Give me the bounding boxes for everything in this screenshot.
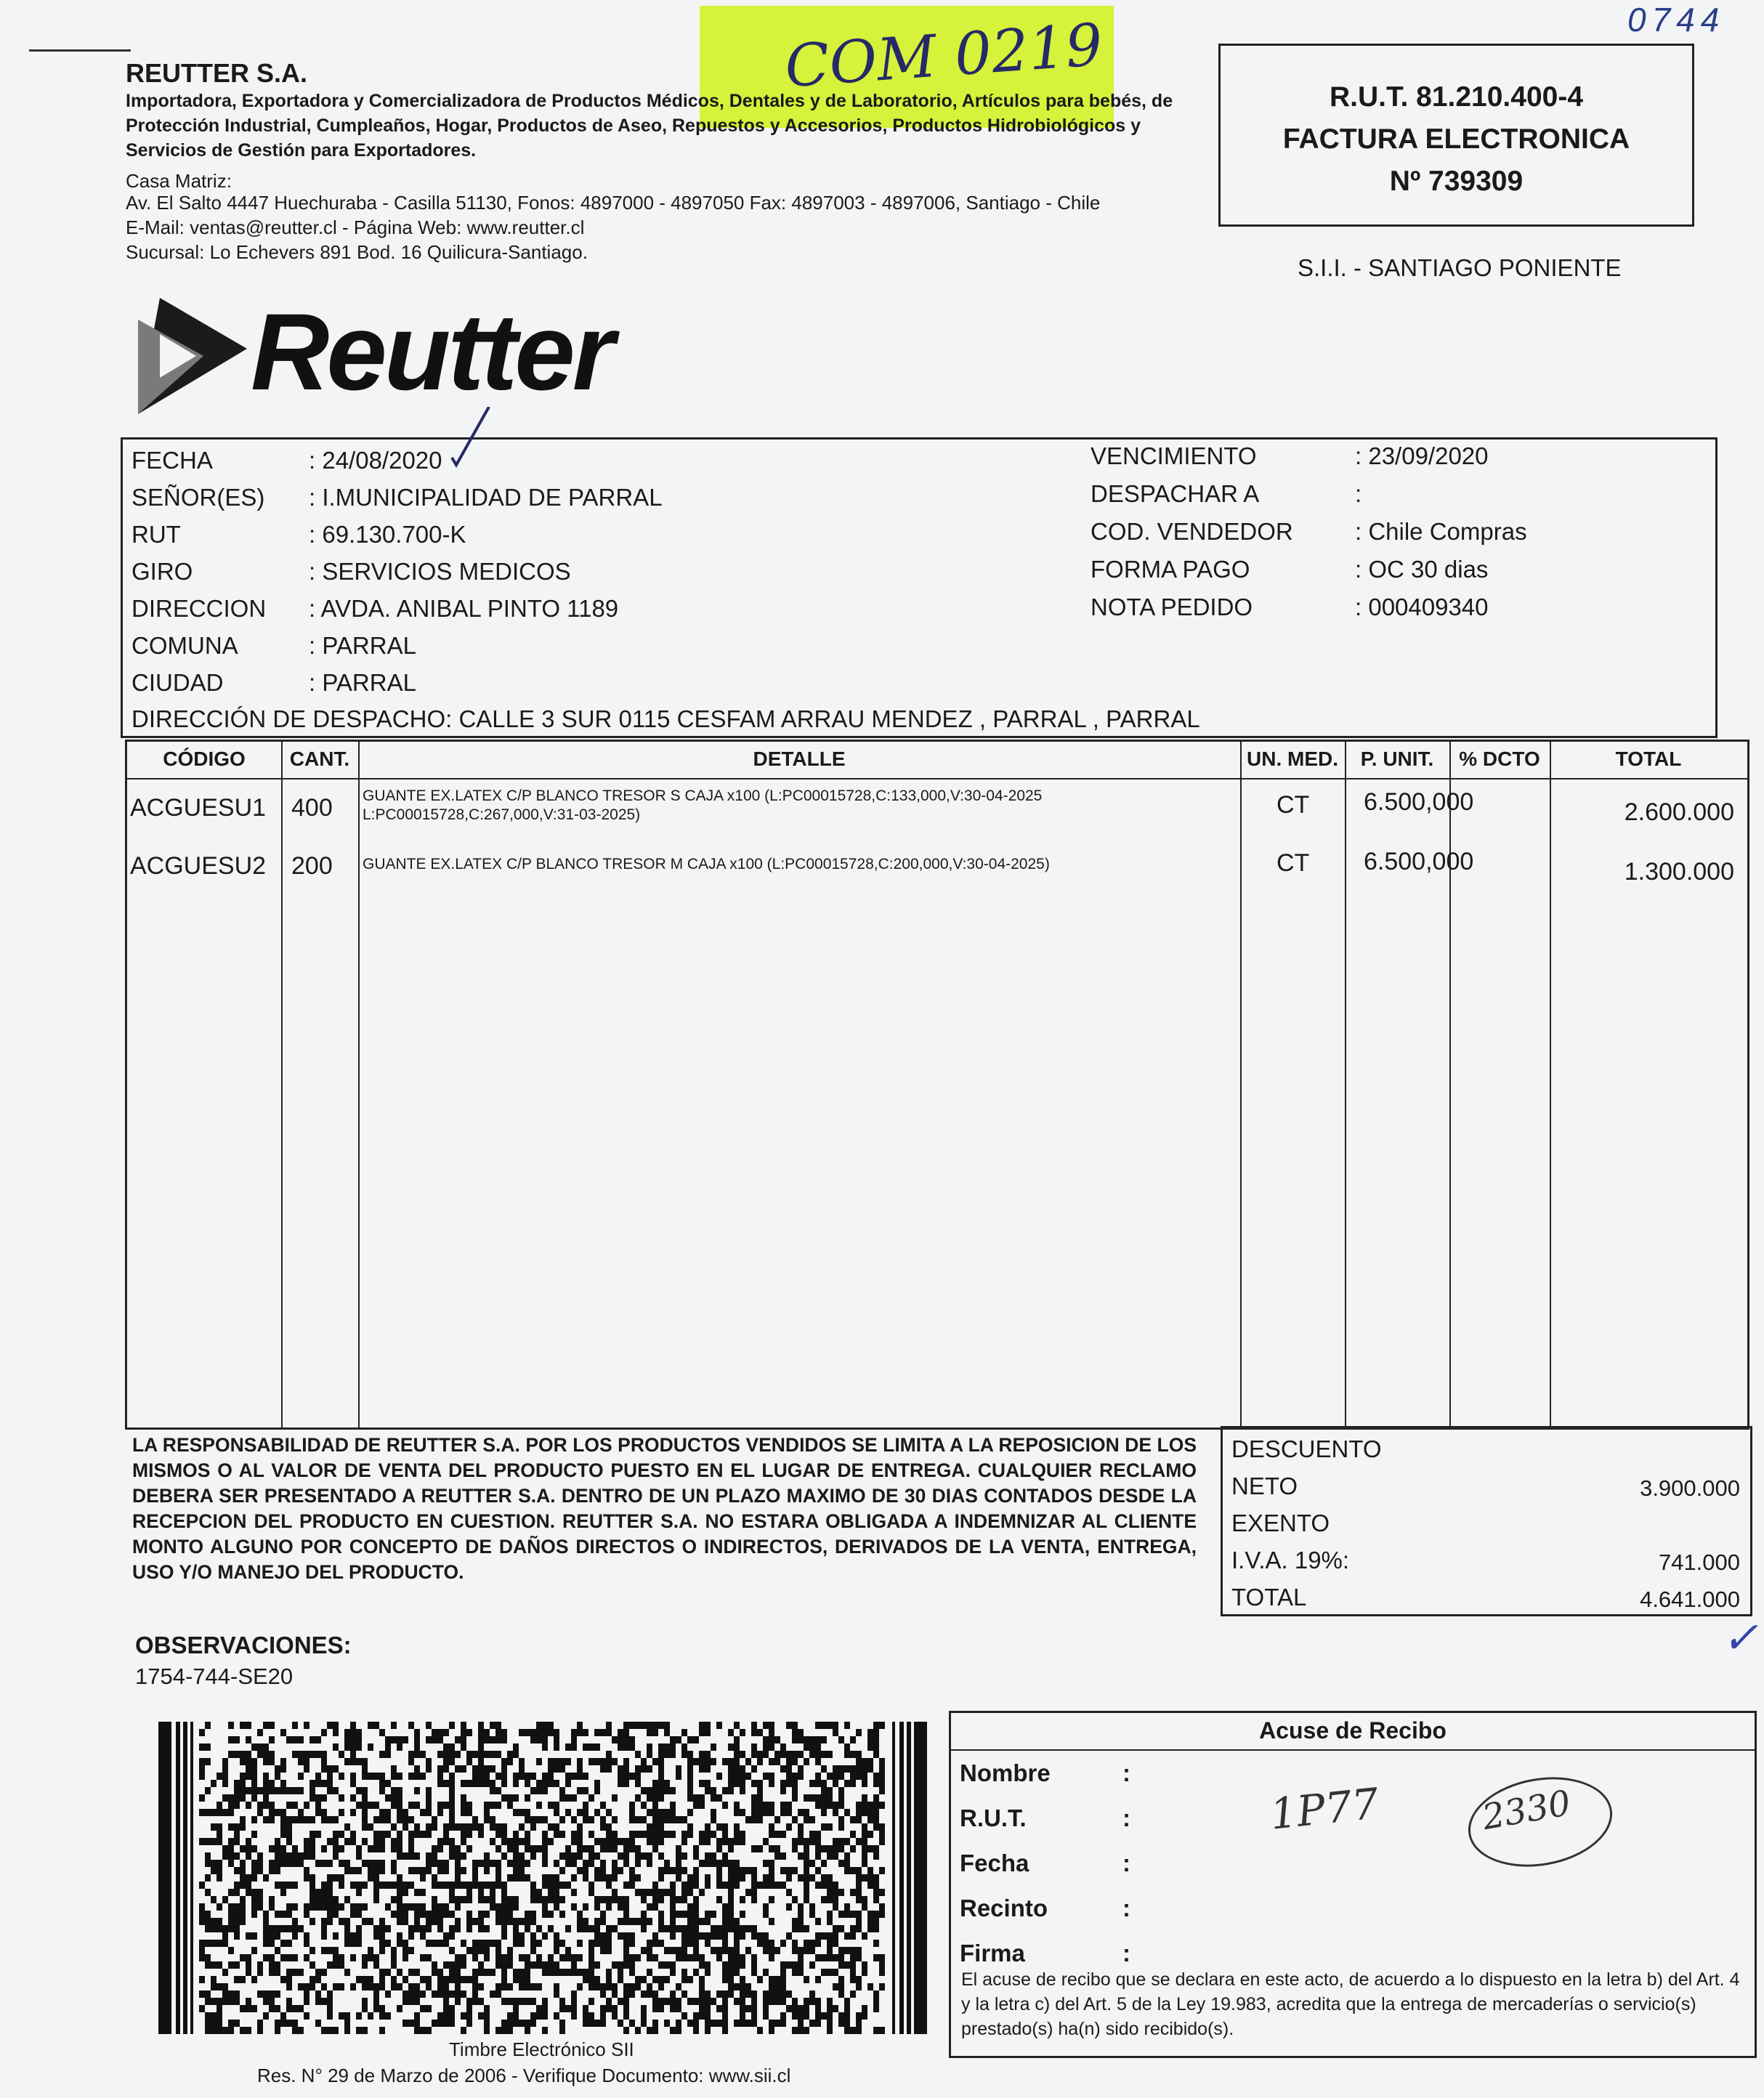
totals-value: 3.900.000 (1640, 1475, 1740, 1501)
client-label: GIRO (132, 558, 193, 585)
acuse-title: Acuse de Recibo (1259, 1717, 1447, 1743)
totals-box (1221, 1426, 1752, 1616)
casa-matriz-label: Casa Matriz: (126, 170, 232, 192)
acuse-de-recibo-box (949, 1711, 1757, 2058)
pen-stroke-icon (449, 407, 493, 472)
items-table (125, 740, 1749, 1430)
row1-total: 2.600.000 (1624, 798, 1734, 826)
row1-un-med: CT (1277, 791, 1310, 819)
row1-cant: 400 (291, 794, 333, 822)
header-detalle: DETALLE (753, 748, 846, 770)
liability-disclaimer: LA RESPONSABILIDAD DE REUTTER S.A. POR LOS PRODUCTOS VENDIDOS SE LIMITA A LA REPOSICION DE LOS MISMOS O AL VALOR DE VENTA DEL PRODUCTO PUESTO EN EL LUGAR DE ENTREGA. CUALQUIER RECLAMO DEBERA SER PRESENTADO A REUTTER S.A. DENTRO DE UN PLAZO MAXIMO DE 30 DIAS CONTADOS DESDE LA RECEPCION DEL PRODUCTO EN CUESTION. REUTTER S.A. NO ESTARA OBLIGADA A INDEMNIZAR AL CLIENTE MONTO ALGUNO POR CONCEPTO DE DAÑOS DIRECTOS O INDIRECTOS, DERIVADOS DE LA VENTA, ENTREGA, USO Y/O MANEJO DEL PRODUCTO. (132, 1434, 1197, 1583)
client-value: : 24/08/2020 (309, 447, 442, 474)
acuse-field-recinto: Recinto (960, 1895, 1048, 1921)
totals-label: EXENTO (1231, 1510, 1330, 1536)
client-label: NOTA PEDIDO (1091, 594, 1253, 620)
header-total: TOTAL (1615, 748, 1682, 770)
row1-detalle: GUANTE EX.LATEX C/P BLANCO TRESOR S CAJA x100 (L:PC00015728,C:133,000,V:30-04-2025 L:PC00015728,C:267,000,V:31-03-2025) (363, 787, 1043, 823)
client-value: : 69.130.700-K (309, 521, 466, 548)
row2-detalle: GUANTE EX.LATEX C/P BLANCO TRESOR M CAJA x100 (L:PC00015728,C:200,000,V:30-04-2025) (363, 856, 1050, 872)
header-cant: CANT. (289, 748, 350, 770)
header-un-med: UN. MED. (1247, 748, 1338, 770)
row1-codigo: ACGUESU1 (130, 794, 267, 822)
client-info-box (121, 437, 1718, 738)
client-label: SEÑOR(ES) (132, 484, 265, 511)
totals-label: TOTAL (1231, 1584, 1307, 1611)
reutter-logo-icon (116, 291, 254, 421)
top-left-rule (29, 49, 131, 52)
invoice-id-box (1218, 44, 1694, 227)
handwritten-note: COM 0219 (782, 10, 1105, 101)
client-value: : I.MUNICIPALIDAD DE PARRAL (309, 484, 663, 511)
company-name: REUTTER S.A. (126, 58, 308, 88)
row2-cant: 200 (291, 852, 333, 880)
company-branch: Sucursal: Lo Echevers 891 Bod. 16 Quilicura-Santiago. (126, 241, 588, 263)
acuse-colon: : (1122, 1805, 1130, 1831)
acuse-colon: : (1122, 1759, 1130, 1786)
logo-wordmark: Reutter (251, 291, 612, 413)
client-value: : 000409340 (1355, 594, 1489, 620)
client-label: COMUNA (132, 632, 238, 659)
totals-value: 741.000 (1658, 1550, 1740, 1575)
company-contact: E-Mail: ventas@reutter.cl - Página Web: www.reutter.cl (126, 216, 585, 238)
client-label: RUT (132, 521, 181, 548)
acuse-colon: : (1122, 1895, 1130, 1921)
client-value: : OC 30 dias (1355, 556, 1489, 583)
client-value: : (1355, 480, 1362, 507)
client-value: : SERVICIOS MEDICOS (309, 558, 571, 585)
resolution-text: Res. N° 29 de Marzo de 2006 - Verifique Documento: www.sii.cl (257, 2065, 791, 2086)
row2-un-med: CT (1277, 849, 1310, 877)
acuse-field-firma: Firma (960, 1940, 1025, 1967)
acuse-field-nombre: Nombre (960, 1759, 1051, 1786)
row2-codigo: ACGUESU2 (130, 852, 267, 880)
client-label: DIRECCION (132, 595, 267, 622)
acuse-field-rut: R.U.T. (960, 1805, 1027, 1831)
client-label: CIUDAD (132, 669, 224, 696)
invoice-type: FACTURA ELECTRONICA (1282, 123, 1630, 155)
client-label: DESPACHAR A (1091, 480, 1260, 507)
totals-value: 4.641.000 (1640, 1587, 1740, 1612)
row2-p-unit: 6.500,000 (1364, 848, 1474, 875)
header-p-unit: P. UNIT. (1360, 748, 1434, 770)
row1-p-unit: 6.500,000 (1364, 788, 1474, 816)
row2-total: 1.300.000 (1624, 858, 1734, 886)
client-label: FECHA (132, 447, 213, 474)
invoice-number: Nº 739309 (1389, 166, 1524, 197)
handwritten-code-2: 2330 (1479, 1782, 1574, 1839)
client-value: : PARRAL (309, 632, 416, 659)
acuse-legal-note: El acuse de recibo que se declara en este acto, de acuerdo a lo dispuesto en la letra b) del Art. 4 y la letra c) del Art. 5 de la Ley 19.983, acredita que la entrega de mercaderías o servicio(s) prestado(s) ha(n) sido recibido(s). (961, 1969, 1740, 2039)
shipping-address: DIRECCIÓN DE DESPACHO: CALLE 3 SUR 0115 CESFAM ARRAU MENDEZ , PARRAL , PARRAL (132, 705, 1200, 732)
corner-number: 0744 (1627, 1, 1725, 39)
handwritten-code-1: 1P77 (1267, 1778, 1381, 1839)
sii-office: S.I.I. - SANTIAGO PONIENTE (1298, 254, 1622, 281)
client-label: VENCIMIENTO (1091, 442, 1257, 469)
header-dcto: % DCTO (1459, 748, 1540, 770)
totals-label: NETO (1231, 1473, 1298, 1499)
totals-label: DESCUENTO (1231, 1435, 1382, 1462)
totals-label: I.V.A. 19%: (1231, 1547, 1350, 1574)
client-value: : AVDA. ANIBAL PINTO 1189 (309, 595, 619, 622)
acuse-colon: : (1122, 1850, 1130, 1876)
timbre-label: Timbre Electrónico SII (449, 2038, 634, 2060)
client-value: : Chile Compras (1355, 518, 1527, 545)
acuse-colon: : (1122, 1940, 1130, 1967)
company-description: Importadora, Exportadora y Comercializadora de Productos Médicos, Dentales y de Laboratorio, Artículos para bebés, de Protección Industrial, Cumpleaños, Hogar, Productos de Aseo, Repuestos y Accesorios, Productos Hidrobiológicos y Servicios de Gestión para Exportadores. (126, 91, 1173, 161)
client-value: : 23/09/2020 (1355, 442, 1489, 469)
acuse-field-fecha: Fecha (960, 1850, 1029, 1876)
company-address: Av. El Salto 4447 Huechuraba - Casilla 51130, Fonos: 4897000 - 4897050 Fax: 4897003 - 4897006, Santiago - Chile (126, 192, 1101, 214)
client-label: FORMA PAGO (1091, 556, 1250, 583)
observaciones-value: 1754-744-SE20 (135, 1664, 294, 1689)
client-value: : PARRAL (309, 669, 416, 696)
client-label: COD. VENDEDOR (1091, 518, 1293, 545)
invoice-rut: R.U.T. 81.210.400-4 (1329, 81, 1584, 113)
observaciones-label: OBSERVACIONES: (135, 1632, 352, 1658)
pen-check-icon: ✓ (1722, 1613, 1759, 1662)
pdf417-barcode (158, 1722, 928, 2034)
header-codigo: CÓDIGO (163, 748, 246, 770)
